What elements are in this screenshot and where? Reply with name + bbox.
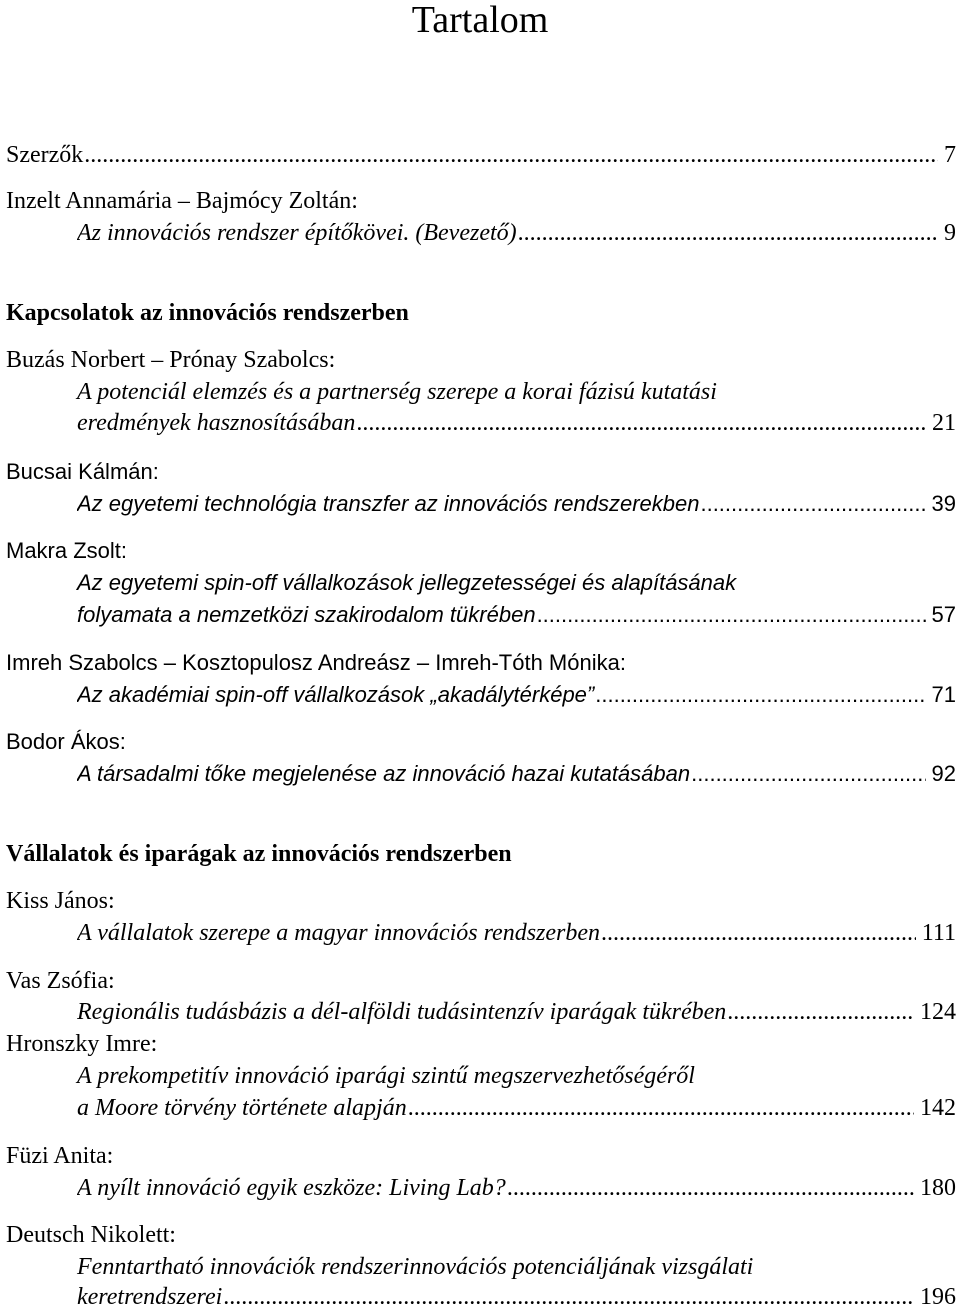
toc-entry-text: Szerzők [6,142,84,168]
leader-dots [726,997,914,1027]
toc-entry-intro [77,218,956,248]
author-line: Bucsai Kálmán: [6,459,159,484]
toc-entry-a3 [77,600,956,630]
toc-entry-a2 [77,489,956,519]
leader-dots [407,1093,914,1123]
toc-entry-a4 [77,680,956,710]
page-number: 124 [920,999,956,1025]
page-number: 7 [944,142,956,168]
author-line: Imreh Szabolcs – Kosztopulosz Andreász – Imreh-Tóth Mónika: [6,650,626,675]
toc-entry-text: a Moore törvény története alapján [77,1095,407,1121]
leader-dots [517,218,938,248]
title-line: Fenntartható innovációk rendszerinnovációs potenciáljának vizsgálati [77,1254,754,1280]
author-line: Inzelt Annamária – Bajmócy Zoltán: [6,188,358,214]
toc-entry-text: folyamata a nemzetközi szakirodalom tükrében [77,602,536,627]
toc-entry-b4 [77,1173,956,1203]
leader-dots [506,1173,914,1203]
page-number: 39 [931,491,956,516]
author-line: Bodor Ákos: [6,729,126,754]
author-line: Füzi Anita: [6,1143,114,1169]
author-line: Deutsch Nikolett: [6,1222,176,1248]
title-line: A potenciál elemzés és a partnerség szerepe a korai fázisú kutatási [77,379,717,405]
toc-entry-text: Az innovációs rendszer építőkövei. (Bevezető) [77,220,517,246]
leader-dots [690,759,925,789]
leader-dots [83,140,938,170]
toc-entry-text: eredmények hasznosításában [77,410,356,436]
page-title: Tartalom [411,0,549,41]
section-heading: Vállalatok és iparágak az innovációs rendszerben [6,841,512,867]
toc-entry-text: Regionális tudásbázis a dél-alföldi tudásintenzív iparágak tükrében [77,999,727,1025]
page-number: 71 [931,682,956,707]
leader-dots [222,1282,914,1312]
page-number: 180 [920,1175,956,1201]
toc-entry-szerzok [6,140,956,170]
page-number: 92 [931,761,956,786]
page-number: 142 [920,1095,956,1121]
page-number: 57 [931,602,956,627]
toc-entry-text: Az akadémiai spin-off vállalkozások „akadálytérképe” [77,682,595,707]
toc-entry-b3 [77,1093,956,1123]
page-number: 196 [920,1284,956,1310]
leader-dots [600,918,916,948]
toc-entry-text: Az egyetemi technológia transzfer az innovációs rendszerekben [77,491,700,516]
toc-entry-text: A társadalmi tőke megjelenése az innováció hazai kutatásában [77,761,691,786]
leader-dots [699,489,925,519]
page-number: 9 [944,220,956,246]
page-number: 21 [932,410,956,436]
author-line: Kiss János: [6,888,115,914]
author-line: Buzás Norbert – Prónay Szabolcs: [6,347,336,373]
toc-entry-b5 [77,1282,956,1312]
section-heading: Kapcsolatok az innovációs rendszerben [6,300,409,326]
toc-entry-text: A vállalatok szerepe a magyar innovációs rendszerben [77,920,601,946]
author-line: Hronszky Imre: [6,1031,158,1057]
leader-dots [355,408,926,438]
toc-entry-b1 [77,918,956,948]
leader-dots [536,600,926,630]
toc-entry-text: A nyílt innováció egyik eszköze: Living Lab? [77,1175,506,1201]
leader-dots [594,680,925,710]
title-line: Az egyetemi spin-off vállalkozások jellegzetességei és alapításának [77,570,737,595]
toc-entry-a1 [77,408,956,438]
page-number: 111 [921,920,956,946]
toc-entry-a5 [77,759,956,789]
author-line: Makra Zsolt: [6,538,128,563]
toc-entry-text: keretrendszerei [77,1284,223,1310]
author-line: Vas Zsófia: [6,968,115,994]
title-line: A prekompetitív innováció iparági szintű megszervezhetőségéről [77,1063,695,1089]
toc-entry-b2 [77,997,956,1027]
